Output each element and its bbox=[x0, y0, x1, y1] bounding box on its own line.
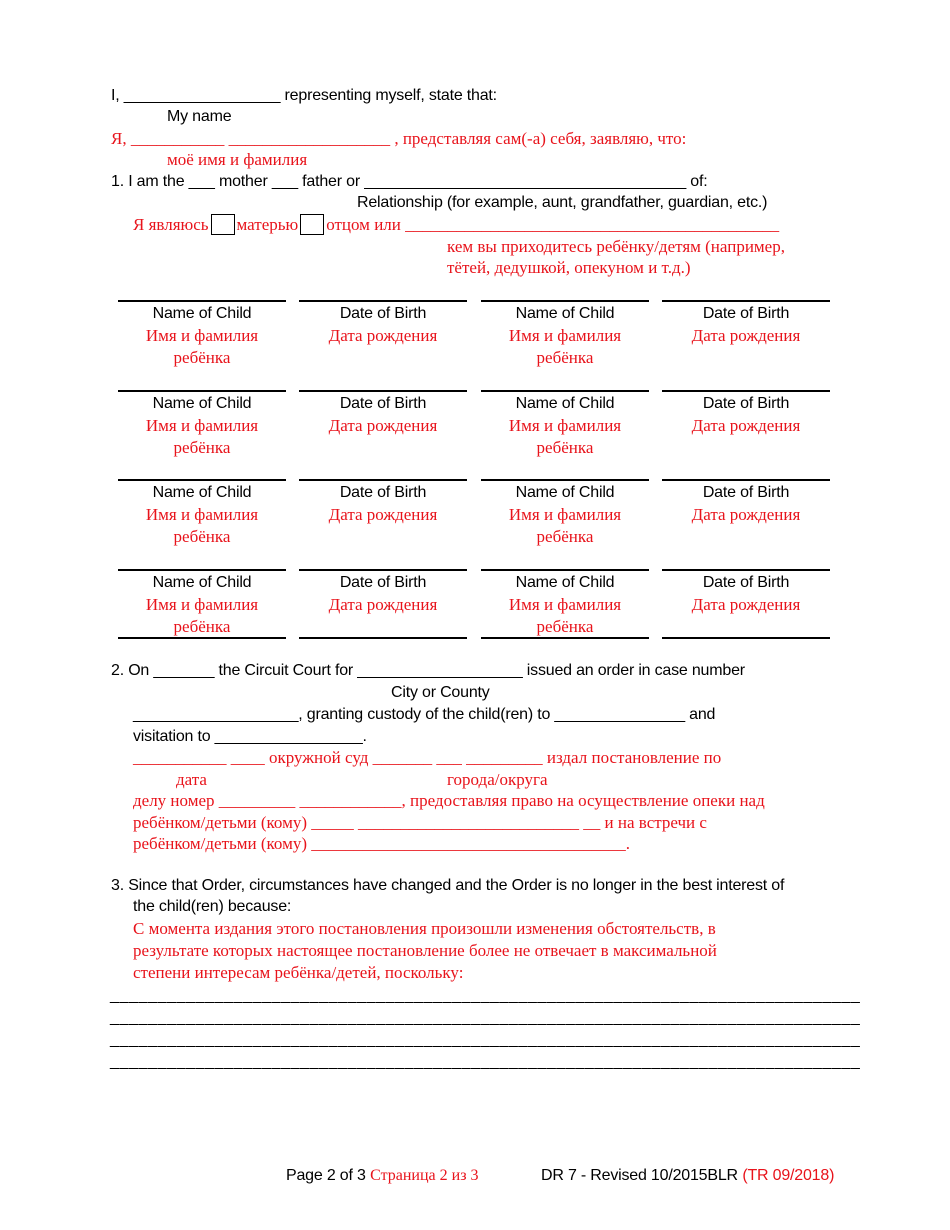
relationship-label-en: Relationship (for example, aunt, grandfather, guardian, etc.) bbox=[357, 194, 768, 211]
date-of-birth-label-ru: Дата рождения bbox=[328, 416, 438, 435]
item2-line4-ru: ребёнком/детьми (кому) _____________________________________. bbox=[133, 834, 631, 853]
name-of-child-label-ru: Имя и фамилия bbox=[508, 505, 622, 524]
item2-line2-en: ___________________, granting custody of the child(ren) to _______________ and bbox=[133, 706, 716, 723]
child-name-cell[interactable] bbox=[118, 390, 286, 459]
child-label-ru-line2: ребёнка bbox=[173, 348, 231, 367]
child-name-cell[interactable] bbox=[118, 300, 286, 369]
date-of-birth-label-ru: Дата рождения bbox=[691, 505, 801, 524]
item3-line2-en: the child(ren) because: bbox=[133, 898, 292, 915]
page-footer bbox=[286, 1167, 479, 1185]
name-of-child-label-ru: Имя и фамилия bbox=[145, 326, 259, 345]
item2-line1-ru: ___________ ____ окружной суд _______ ___ _________ издал постановление по bbox=[133, 748, 722, 767]
item2-line2-ru: делу номер _________ ____________, предоставляя право на осуществление опеки над bbox=[133, 791, 765, 810]
table-bottom-rule bbox=[662, 637, 830, 639]
statement-line-ru: Я, ___________ ___________________ , представляя сам(-а) себя, заявляю, что: bbox=[111, 129, 687, 148]
child-label-ru-line2: ребёнка bbox=[173, 438, 231, 457]
name-of-child-label: Name of Child bbox=[515, 574, 615, 591]
name-of-child-label: Name of Child bbox=[152, 305, 252, 322]
city-county-label-en: City or County bbox=[391, 684, 490, 701]
mother-checkbox[interactable] bbox=[211, 214, 235, 235]
date-of-birth-label: Date of Birth bbox=[339, 574, 427, 591]
date-of-birth-label: Date of Birth bbox=[702, 305, 790, 322]
date-of-birth-label: Date of Birth bbox=[339, 395, 427, 412]
date-of-birth-label-ru: Дата рождения bbox=[691, 326, 801, 345]
date-of-birth-label: Date of Birth bbox=[339, 305, 427, 322]
date-of-birth-label-ru: Дата рождения bbox=[691, 595, 801, 614]
child-label-ru-line2: ребёнка bbox=[173, 617, 231, 636]
explanation-line[interactable]: _______________________________________________________________________________ bbox=[110, 987, 861, 1004]
child-label-ru-line2: ребёнка bbox=[536, 527, 594, 546]
explanation-line[interactable]: _______________________________________________________________________________ bbox=[110, 1031, 861, 1048]
date-of-birth-label: Date of Birth bbox=[702, 574, 790, 591]
date-of-birth-label-ru: Дата рождения bbox=[328, 595, 438, 614]
date-of-birth-cell[interactable] bbox=[662, 300, 830, 347]
item2-line3-ru: ребёнком/детьми (кому) _____ __________________________ __ и на встречи с bbox=[133, 813, 707, 832]
child-name-cell[interactable] bbox=[481, 569, 649, 638]
date-of-birth-label-ru: Дата рождения bbox=[691, 416, 801, 435]
table-bottom-rule bbox=[299, 637, 467, 639]
child-name-cell[interactable] bbox=[481, 390, 649, 459]
name-of-child-label-ru: Имя и фамилия bbox=[145, 505, 259, 524]
item2-line1-en: 2. On _______ the Circuit Court for ___________________ issued an order in case number bbox=[111, 662, 745, 679]
statement-line-en: I, __________________ representing myself, state that: bbox=[111, 87, 497, 104]
name-of-child-label-ru: Имя и фамилия bbox=[508, 595, 622, 614]
child-name-cell[interactable] bbox=[481, 479, 649, 548]
name-of-child-label: Name of Child bbox=[152, 574, 252, 591]
child-name-cell[interactable] bbox=[118, 569, 286, 638]
name-of-child-label: Name of Child bbox=[152, 395, 252, 412]
date-of-birth-label: Date of Birth bbox=[339, 484, 427, 501]
date-of-birth-cell[interactable] bbox=[299, 390, 467, 437]
child-label-ru-line2: ребёнка bbox=[173, 527, 231, 546]
item3-line3-ru: степени интересам ребёнка/детей, поскольку: bbox=[133, 963, 464, 982]
table-bottom-rule bbox=[118, 637, 286, 639]
date-of-birth-cell[interactable] bbox=[299, 569, 467, 616]
date-of-birth-cell[interactable] bbox=[299, 479, 467, 526]
my-name-label: My name bbox=[167, 108, 232, 125]
date-of-birth-cell[interactable] bbox=[662, 479, 830, 526]
date-of-birth-label-ru: Дата рождения bbox=[328, 326, 438, 345]
item1-ru-prefix: Я являюсь bbox=[133, 215, 209, 234]
table-bottom-rule bbox=[481, 637, 649, 639]
item3-line1-en: 3. Since that Order, circumstances have changed and the Order is no longer in the best interest of bbox=[111, 877, 785, 894]
form-id: DR 7 - Revised 10/2015BLR bbox=[541, 1167, 738, 1184]
item1-line-ru bbox=[133, 214, 779, 235]
child-name-cell[interactable] bbox=[118, 479, 286, 548]
name-of-child-label: Name of Child bbox=[515, 484, 615, 501]
form-id-footer bbox=[541, 1167, 834, 1185]
date-of-birth-label: Date of Birth bbox=[702, 484, 790, 501]
child-label-ru-line2: ребёнка bbox=[536, 438, 594, 457]
date-label-ru: дата bbox=[176, 770, 207, 789]
date-of-birth-label: Date of Birth bbox=[702, 395, 790, 412]
item3-line2-ru: результате которых настоящее постановление более не отвечает в максимальной bbox=[133, 941, 717, 960]
child-label-ru-line2: ребёнка bbox=[536, 348, 594, 367]
page-number-ru: Страница 2 из 3 bbox=[370, 1167, 479, 1184]
explanation-line[interactable]: _______________________________________________________________________________ bbox=[110, 1009, 861, 1026]
date-of-birth-label-ru: Дата рождения bbox=[328, 505, 438, 524]
relationship-label-ru-2: тётей, дедушкой, опекуном и т.д.) bbox=[447, 258, 691, 277]
name-of-child-label-ru: Имя и фамилия bbox=[508, 326, 622, 345]
item1-ru-mother: матерью bbox=[236, 215, 299, 234]
name-of-child-label-ru: Имя и фамилия bbox=[508, 416, 622, 435]
city-county-label-ru: города/округа bbox=[447, 770, 548, 789]
item1-line-en: 1. I am the ___ mother ___ father or _____________________________________ of: bbox=[111, 173, 708, 190]
name-of-child-label: Name of Child bbox=[515, 305, 615, 322]
relationship-label-ru-1: кем вы приходитесь ребёнку/детям (например, bbox=[447, 237, 785, 256]
item1-ru-father-or: отцом или ____________________________________________ bbox=[326, 215, 780, 234]
item2-line3-en: visitation to _________________. bbox=[133, 728, 367, 745]
name-of-child-label-ru: Имя и фамилия bbox=[145, 416, 259, 435]
name-of-child-label-ru: Имя и фамилия bbox=[145, 595, 259, 614]
date-of-birth-cell[interactable] bbox=[662, 569, 830, 616]
page-number-en: Page 2 of 3 bbox=[286, 1167, 366, 1184]
translation-revision: (TR 09/2018) bbox=[742, 1167, 835, 1184]
child-name-cell[interactable] bbox=[481, 300, 649, 369]
father-checkbox[interactable] bbox=[300, 214, 324, 235]
item3-line1-ru: С момента издания этого постановления произошли изменения обстоятельств, в bbox=[133, 919, 716, 938]
my-name-label-ru: моё имя и фамилия bbox=[167, 150, 308, 169]
date-of-birth-cell[interactable] bbox=[662, 390, 830, 437]
name-of-child-label: Name of Child bbox=[515, 395, 615, 412]
child-label-ru-line2: ребёнка bbox=[536, 617, 594, 636]
date-of-birth-cell[interactable] bbox=[299, 300, 467, 347]
name-of-child-label: Name of Child bbox=[152, 484, 252, 501]
explanation-line[interactable]: _______________________________________________________________________________ bbox=[110, 1053, 861, 1070]
